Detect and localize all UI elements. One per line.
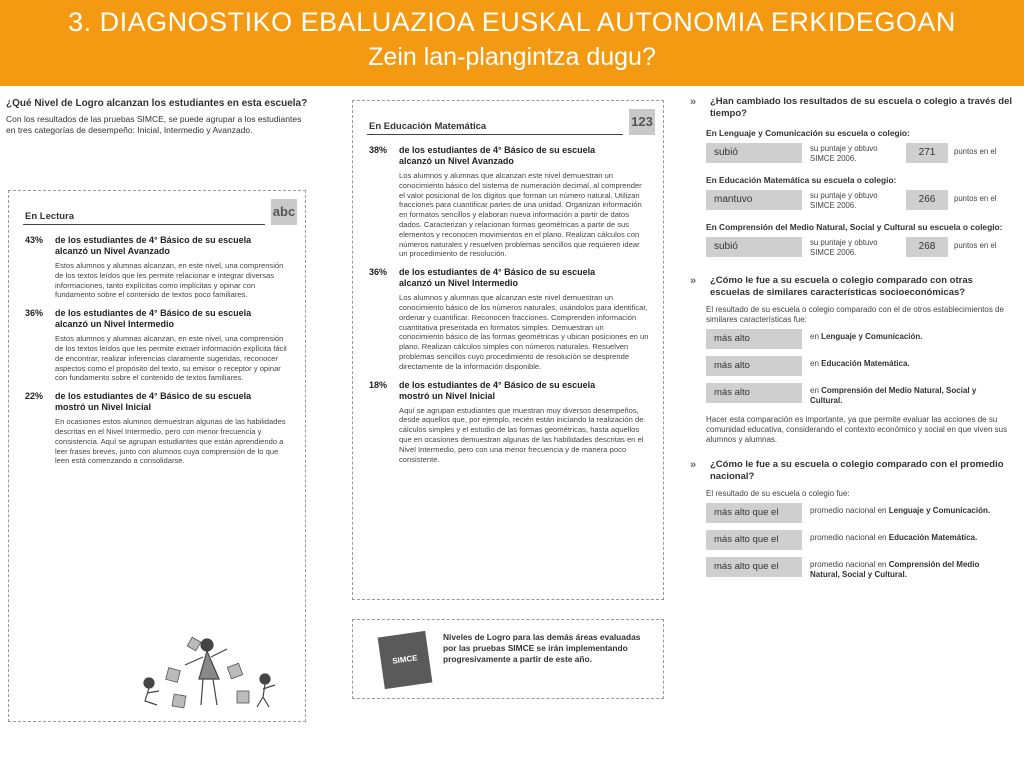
trend-text: su puntaje y obtuvo SIMCE 2006. bbox=[810, 191, 878, 210]
entry-title: de los estudiantes de 4° Básico de su escuela mostró un Nivel Inicial bbox=[399, 379, 596, 401]
national-label: promedio nacional en Comprensión del Medio Natural, Social y Cultural. bbox=[810, 560, 980, 579]
entry-body: Aquí se agrupan estudiantes que muestran muy diversos desempeños, desde aquellos que, por ejemplo, recién están iniciando la realización de cálculos simples y el estudio de las formas geométricas, hasta aquellos que en ocasiones demuestran algunas de las habilidades descritas en el Nivel Intermedio, pero con una menor frecuencia y de manera poco consistente. bbox=[399, 405, 644, 464]
similar-label: en Lenguaje y Comunicación. bbox=[810, 332, 923, 341]
entry-body: Los alumnos y alumnas que alcanzan este nivel demuestran un conocimiento básico de los números naturales, usándolos para identificar, ordenar y cuantificar. Reconocen fracciones. Comprenden información cuantitativa presentada en formatos simples. Demuestran un conocimiento básico de las formas geométricas y ubican posiciones en un plano. Realizan cálculos simples con números naturales. Resuelven problemas sencillos cuyo procedimiento de resolución se desprende directamente de la información disponible. bbox=[399, 293, 649, 371]
trend-value: subió bbox=[706, 143, 802, 163]
national-label: promedio nacional en Lenguaje y Comunicación. bbox=[810, 506, 991, 515]
entry-body: Estos alumnos y alumnas alcanzan, en este nivel, una comprensión de los textos leídos que les permite extraer información explícita fácil de encontrar, realizar inferencias claramente sugeridas, reconocer aspectos como el propósito del texto, su emisor o receptor y opinar con fundamento sobre el contenido de textos familiares. bbox=[55, 334, 287, 383]
score-value: 268 bbox=[906, 237, 948, 257]
chevron-right-icon: » bbox=[690, 96, 697, 108]
national-value: más alto que el bbox=[706, 503, 802, 523]
similar-row bbox=[706, 329, 1014, 353]
entry-title: de los estudiantes de 4° Básico de su escuela alcanzó un Nivel Intermedio bbox=[399, 267, 596, 289]
national-row bbox=[706, 530, 1014, 554]
similar-value: más alto bbox=[706, 356, 802, 376]
matematica-label: En Educación Matemática bbox=[369, 121, 487, 132]
title-banner bbox=[0, 0, 1024, 86]
page-title: 3. DIAGNOSTIKO EBALUAZIOA EUSKAL AUTONOMIA ERKIDEGOAN bbox=[68, 7, 956, 37]
divider bbox=[23, 224, 265, 225]
national-label: promedio nacional en Educación Matemática. bbox=[810, 533, 978, 542]
trend-row bbox=[706, 190, 1014, 214]
trend-heading: En Educación Matemática su escuela o colegio: bbox=[706, 175, 897, 185]
similar-note: Hacer esta comparación es importante, ya que permite evaluar las acciones de su comunidad educativa, considerando el contexto económico y social en que viven sus alumnos y alumnas. bbox=[706, 415, 1008, 444]
lectura-entry-initial bbox=[9, 391, 305, 466]
trend-text: su puntaje y obtuvo SIMCE 2006. bbox=[810, 144, 878, 163]
trend-end: puntos en el bbox=[954, 241, 997, 250]
trend-row bbox=[706, 143, 1014, 167]
score-value: 271 bbox=[906, 143, 948, 163]
national-question: » ¿Cómo le fue a su escuela o colegio comparado con el promedio nacional? bbox=[690, 459, 1004, 482]
simce-logo: SIMCE bbox=[378, 631, 433, 689]
national-value: más alto que el bbox=[706, 530, 802, 550]
trend-text: su puntaje y obtuvo SIMCE 2006. bbox=[810, 238, 878, 257]
percent: 43% bbox=[25, 235, 44, 245]
lectura-entry-advanced bbox=[9, 235, 305, 300]
numbers-icon: 123 bbox=[629, 109, 655, 135]
trend-end: puntos en el bbox=[954, 194, 997, 203]
divider bbox=[367, 134, 623, 135]
similar-value: más alto bbox=[706, 329, 802, 349]
entry-body: Estos alumnos y alumnas alcanzan, en este nivel, una comprensión de los textos leídos que les permite relacionar e integrar diversas informaciones, tanto explícitas como implícitas y opinar con fundamento sobre el contenido de textos poco familiares. bbox=[55, 261, 284, 300]
matematica-column bbox=[350, 92, 668, 720]
achievement-question: ¿Qué Nivel de Logro alcanzan los estudiantes en esta escuela? bbox=[6, 98, 308, 109]
lectura-column bbox=[6, 92, 308, 720]
percent: 18% bbox=[369, 379, 388, 390]
trend-row bbox=[706, 237, 1014, 261]
similar-label: en Comprensión del Medio Natural, Social y Cultural. bbox=[810, 386, 977, 405]
chevron-right-icon: » bbox=[690, 459, 697, 471]
matematica-entry-intermediate bbox=[353, 267, 663, 371]
matematica-box bbox=[352, 100, 664, 600]
national-intro: El resultado de su escuela o colegio fue: bbox=[706, 489, 850, 498]
matematica-entry-initial bbox=[353, 380, 663, 465]
percent: 36% bbox=[369, 267, 388, 278]
lectura-entry-intermediate bbox=[9, 308, 305, 383]
national-value: más alto que el bbox=[706, 557, 802, 577]
simce-note-box bbox=[352, 619, 664, 699]
trend-end: puntos en el bbox=[954, 147, 997, 156]
matematica-entry-advanced bbox=[353, 145, 663, 259]
achievement-intro: Con los resultados de las pruebas SIMCE, se puede agrupar a los estudiantes en tres categorías de desempeño: Inicial, Intermedio y Avanzado. bbox=[6, 114, 302, 135]
trend-heading: En Lenguaje y Comunicación su escuela o colegio: bbox=[706, 128, 910, 138]
results-column bbox=[684, 92, 1014, 720]
entry-title: de los estudiantes de 4° Básico de su escuela mostró un Nivel Inicial bbox=[55, 391, 252, 413]
children-illustration bbox=[129, 635, 289, 713]
similar-row bbox=[706, 383, 1014, 407]
score-value: 266 bbox=[906, 190, 948, 210]
abc-icon: abc bbox=[271, 199, 297, 225]
trend-value: mantuvo bbox=[706, 190, 802, 210]
percent: 22% bbox=[25, 391, 44, 402]
similar-row bbox=[706, 356, 1014, 380]
page-subtitle: Zein lan-plangintza dugu? bbox=[368, 43, 656, 71]
similar-intro: El resultado de su escuela o colegio comparado con el de otros establecimientos de similares características fue: bbox=[706, 305, 1004, 324]
percent: 36% bbox=[25, 308, 44, 319]
lectura-box bbox=[8, 190, 306, 722]
national-row bbox=[706, 503, 1014, 527]
entry-body: Los alumnos y alumnas que alcanzan este nivel demuestran un conocimiento básico del sistema de numeración decimal, al comprender el valor posicional de los dígitos que forman un número natural. Utilizan fracciones para cuantificar partes de una unidad. Organizan información en formatos sencillos y elaboran nueva información a partir de datos dados. Caracterizan y relacionan formas geométricas a partir de sus elementos y reconocen movimientos en el plano. Realizan cálculos con números naturales y resuelven problemas sencillos que requieren idear un procedimiento de resolución. bbox=[399, 171, 642, 259]
entry-body: En ocasiones estos alumnos demuestran algunas de las habilidades descritas en el Nivel Intermedio, pero con menor frecuencia y consistencia. Aquí se agrupan estudiantes que están aprendiendo a leer frases breves, junto con alumnos cuya comprensión de lo que leen está comenzando a consolidarse. bbox=[55, 417, 286, 466]
trend-question: » ¿Han cambiado los resultados de su escuela o colegio a través del tiempo? bbox=[690, 96, 1012, 119]
entry-title: de los estudiantes de 4° Básico de su escuela alcanzó un Nivel Avanzado bbox=[55, 235, 252, 256]
trend-heading: En Comprensión del Medio Natural, Social y Cultural su escuela o colegio: bbox=[706, 222, 1003, 232]
similar-value: más alto bbox=[706, 383, 802, 403]
lectura-label: En Lectura bbox=[25, 211, 75, 222]
percent: 38% bbox=[369, 145, 388, 155]
similar-schools-question: » ¿Cómo le fue a su escuela o colegio comparado con otras escuelas de similares características socioeconómicas? bbox=[690, 275, 973, 298]
chevron-right-icon: » bbox=[690, 275, 697, 287]
entry-title: de los estudiantes de 4° Básico de su escuela alcanzó un Nivel Intermedio bbox=[55, 308, 252, 330]
national-row bbox=[706, 557, 1014, 581]
simce-note: Niveles de Logro para las demás áreas evaluadas por las pruebas SIMCE se irán implementando progresivamente a partir de este año. bbox=[443, 632, 641, 664]
entry-title: de los estudiantes de 4° Básico de su escuela alcanzó un Nivel Avanzado bbox=[399, 145, 596, 166]
similar-label: en Educación Matemática. bbox=[810, 359, 910, 368]
trend-value: subió bbox=[706, 237, 802, 257]
